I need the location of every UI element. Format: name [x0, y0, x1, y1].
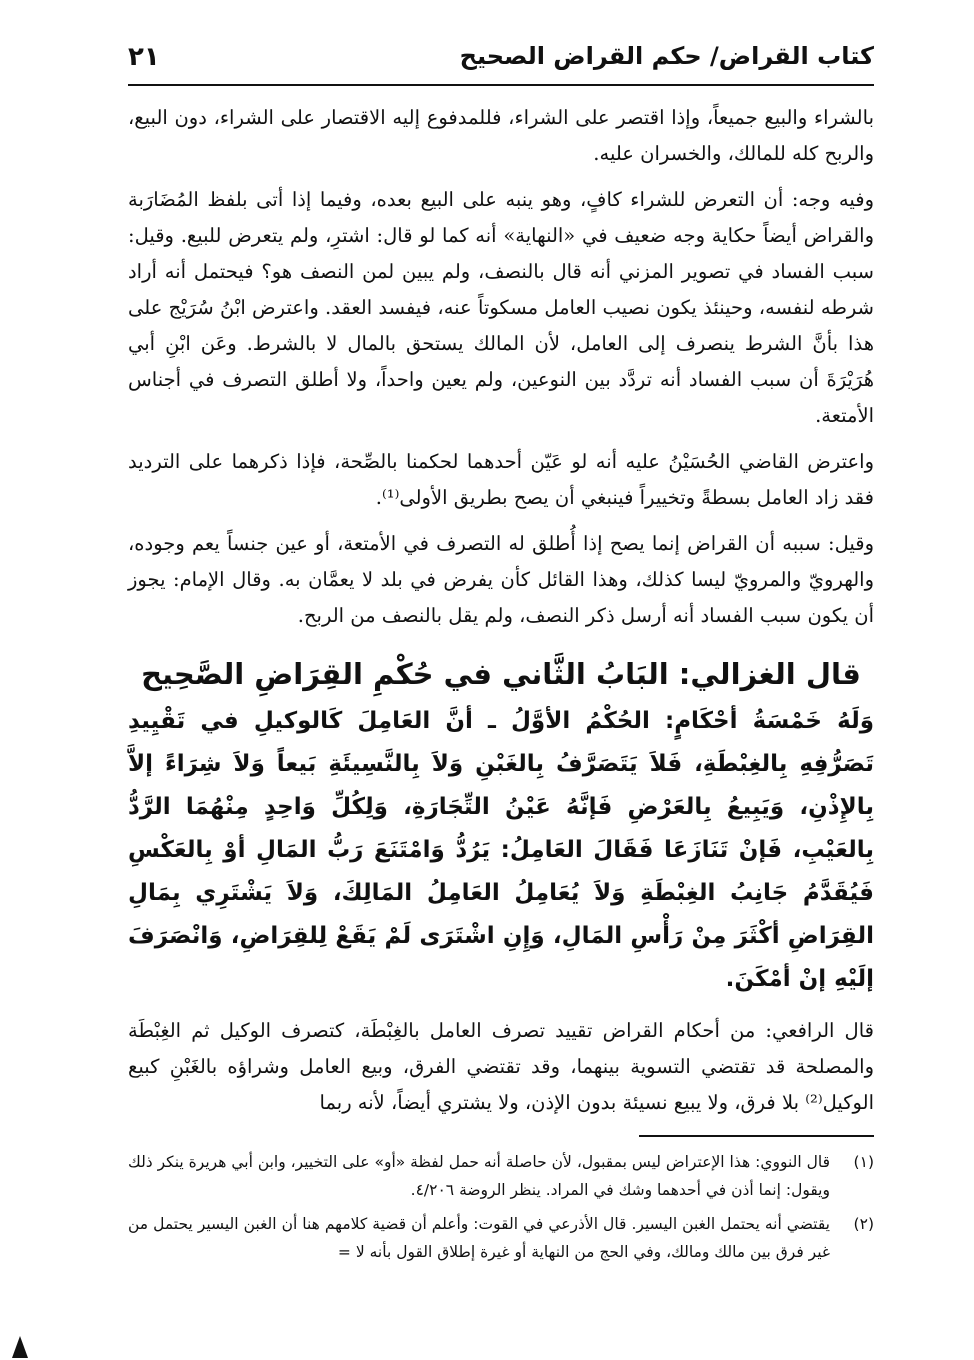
- footnote-text: قال النووي: هذا الإعتراض ليس بمقبول، لأن حاصلة أنه حمل لفظة «أو» على التخيير، وابن أبي هريرة ينكر ذلك ويقول: إنما أذن في أحدهما وشك في المراد. ينظر الروضة ٤/٢٠٦.: [128, 1153, 830, 1199]
- footnote-number: (٢): [853, 1215, 874, 1233]
- scan-corner-mark: [12, 1336, 28, 1358]
- footnote-separator: [639, 1135, 874, 1137]
- paragraph: وفيه وجه: أن التعرض للشراء كافٍ، وهو ينبه على البيع بعده، وفيما إذا أتى بلفظ المُضَارَبة والقراض أيضاً حكاية وجه ضعيف في «النهاية» أنه كما لو قال: اشترِ، ولم يتعرض للبيع. وقيل: سبب الفساد في تصوير المزني أنه قال بالنصف، ولم يبين لمن النصف هو؟ فيحتمل أنه أراد شرطه لنفسه، وحينئذ يكون نصيب العامل مسكوتاً عنه، فيفسد العقد. واعترض ابْنُ سُرَيْج على هذا بأنَّ الشرط ينصرف إلى العامل، لأن المالك يستحق بالمال لا بالشرط. وعَن ابْنِ أبي هُرَيْرَةَ أن سبب الفساد أنه تردَّد بين النوعين، ولم يعين واحداً، ولا أطلق التصرف في أجناس الأمتعة.: [128, 188, 874, 427]
- footnote-number: (١): [853, 1153, 874, 1171]
- running-header: [128, 38, 874, 86]
- paragraph: واعترض القاضي الحُسَيْنُ عليه أنه لو عَيّن أحدهما لحكمنا بالصِّحة، فإذا ذكرهما على الترديد فقد زاد العامل بسطةً وتخييراً فينبغي أن يصح بطريق الأولى⁽¹⁾.: [128, 450, 874, 509]
- header-title: كتاب القراض/ حكم القراض الصحيح: [459, 42, 874, 70]
- footnote: [128, 1210, 874, 1266]
- quoted-text-block: وَلَهُ خَمْسَةُ أحْكَامٍ: الحُكْمُ الأوَّلُ ـ أنَّ العَامِلَ كَالوكيلِ في تَقْيِيدِ تَصَرُّفِهِ بِالغِبْطَةِ، فَلاَ يَتَصَرَّفُ بِالغَبْنِ وَلاَ بِالنَّسِيئَةِ بَيعاً وَلاَ شِرَاءً إلاَّ بِالإِذْنِ، وَيَبِيعُ بِالعَرْضِ فَإنَّهُ عَيْنُ التِّجَارَةِ، وَلِكُلِّ وَاحِدٍ مِنْهُمَا الرَّدُّ بِالعَيْبِ، فَإنْ تَنَازَعَا فَقَالَ العَامِلُ: يَرُدُّ وَامْتَنَعَ رَبُّ المَالِ أوْ بِالعَكْسِ فَيُقَدَّمُ جَانِبُ الغِبْطَةِ وَلاَ يُعَامِلُ العَامِلُ المَالِكَ، وَلاَ يَشْتَرِي بِمَالِ القِرَاضِ أكْثَرَ مِنْ رَأْسِ المَالِ، وَإِنِ اشْتَرَى لَمْ يَقَعْ لِلقِرَاضِ، وَانْصَرَفَ إلَيْهِ إنْ أمْكَنَ.: [128, 708, 874, 992]
- paragraph: وقيل: سببه أن القراض إنما يصح إذا أُطلق له التصرف في الأمتعة، أو عين جنساً يعم وجوده، والهرويّ والمرويّ ليسا كذلك، وهذا القائل كأن يفرض في بلد لا يعمَّان به. وقال الإمام: يجوز أن يكون سبب الفساد أنه أرسل ذكر النصف، ولم يقل بالنصف من الربح.: [128, 532, 874, 627]
- footnote-text: يقتضي أنه يحتمل الغبن اليسير. قال الأذرعي في القوت: وأعلم أن قضية كلامهم هنا أن الغبن اليسير يحتمل من غير فرق بين مالك ومالك، وفي الحج من النهاية أو غيرة إطلاق القول بأنه لا =: [128, 1215, 830, 1261]
- footnotes: [128, 1148, 874, 1272]
- paragraph: قال الرافعي: من أحكام القراض تقييد تصرف العامل بالغِبْطَة، كتصرف الوكيل ثم الغِبْطَة والمصلحة قد تقتضي التسوية بينهما، وقد تقتضي الفرق، وبيع العامل وشراؤه بالغَبْنِ كبيع الوكيل⁽²⁾ بلا فرق، ولا يبيع نسيئة بدون الإذن، ولا يشتري أيضاً، لأنه ربما: [128, 1019, 874, 1114]
- page-number: ٢١: [128, 42, 160, 72]
- section-heading: قال الغزالي: البَابُ الثَّاني في حُكْمِ القِرَاضِ الصَّحِيح: [141, 657, 861, 691]
- main-text: [128, 100, 874, 1131]
- paragraph: بالشراء والبيع جميعاً، وإذا اقتصر على الشراء، فللمدفوع إليه الاقتصار على الشراء، دون البيع، والربح كله للمالك، والخسران عليه.: [128, 106, 874, 165]
- footnote: [128, 1148, 874, 1204]
